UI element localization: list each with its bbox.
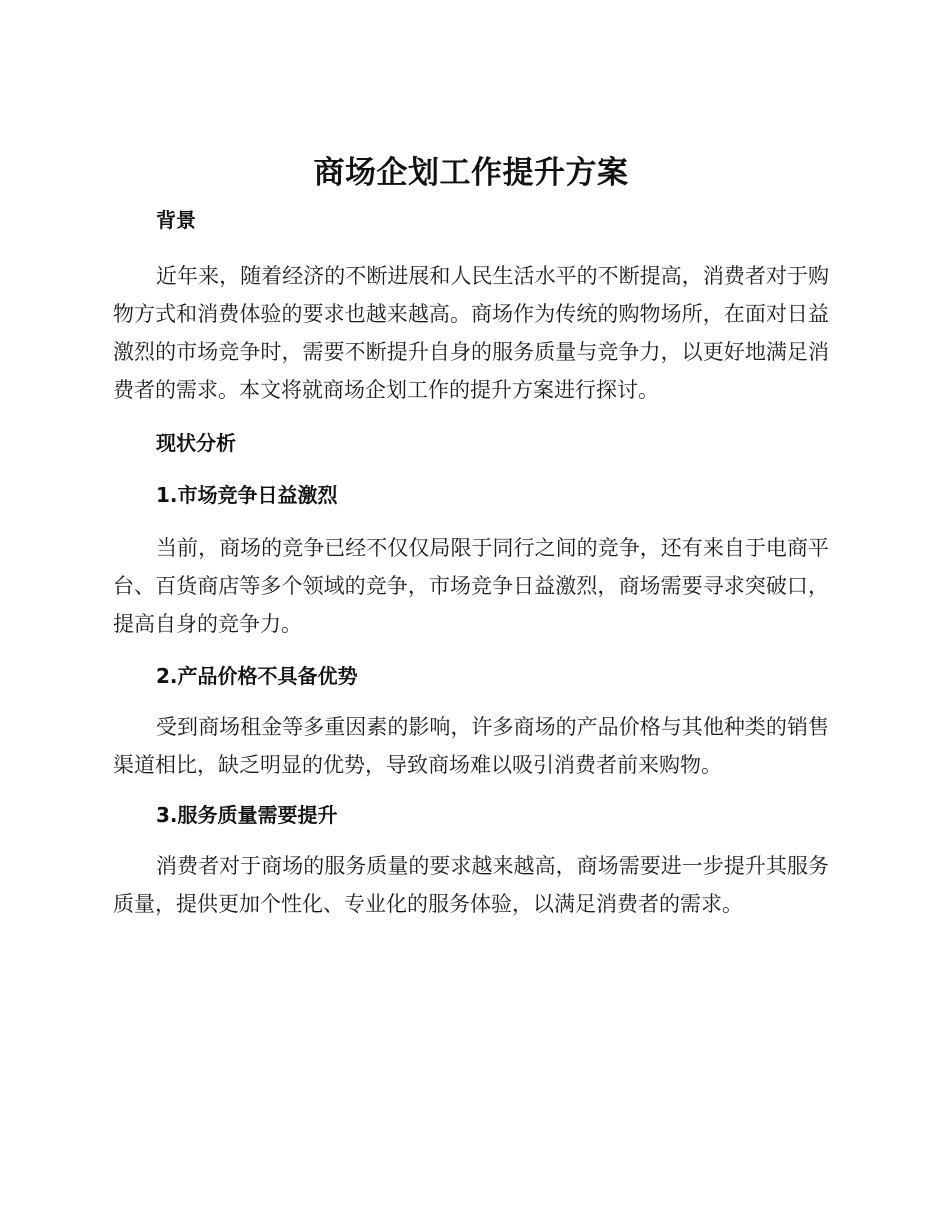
document-title: 商场企划工作提升方案 (313, 155, 629, 191)
paragraph-price-disadvantage: 受到商场租金等多重因素的影响，许多商场的产品价格与其他种类的销售渠道相比，缺乏明显的优势，导致商场难以吸引消费者前来购物。 (113, 715, 829, 777)
document-body (113, 150, 829, 923)
section-heading-background: 背景 (156, 208, 196, 232)
paragraph-market-competition: 当前，商场的竞争已经不仅仅局限于同行之间的竞争，还有来自于电商平台、百货商店等多个领域的竞争，市场竞争日益激烈，商场需要寻求突破口，提高自身的竞争力。 (113, 536, 829, 636)
paragraph-background: 近年来，随着经济的不断进展和人民生活水平的不断提高，消费者对于购物方式和消费体验的要求也越来越高。商场作为传统的购物场所，在面对日益激烈的市场竞争时，需要不断提升自身的服务质量与竞争力，以更好地满足消费者的需求。本文将就商场企划工作的提升方案进行探讨。 (113, 264, 829, 402)
paragraph-service-quality: 消费者对于商场的服务质量的要求越来越高，商场需要进一步提升其服务质量，提供更加个性化、专业化的服务体验，以满足消费者的需求。 (113, 854, 829, 916)
section-heading-status-analysis: 现状分析 (156, 431, 236, 455)
subheading-service-quality: 3.服务质量需要提升 (156, 803, 338, 827)
subheading-market-competition: 1.市场竞争日益激烈 (156, 483, 338, 507)
subheading-price-disadvantage: 2.产品价格不具备优势 (156, 664, 358, 688)
